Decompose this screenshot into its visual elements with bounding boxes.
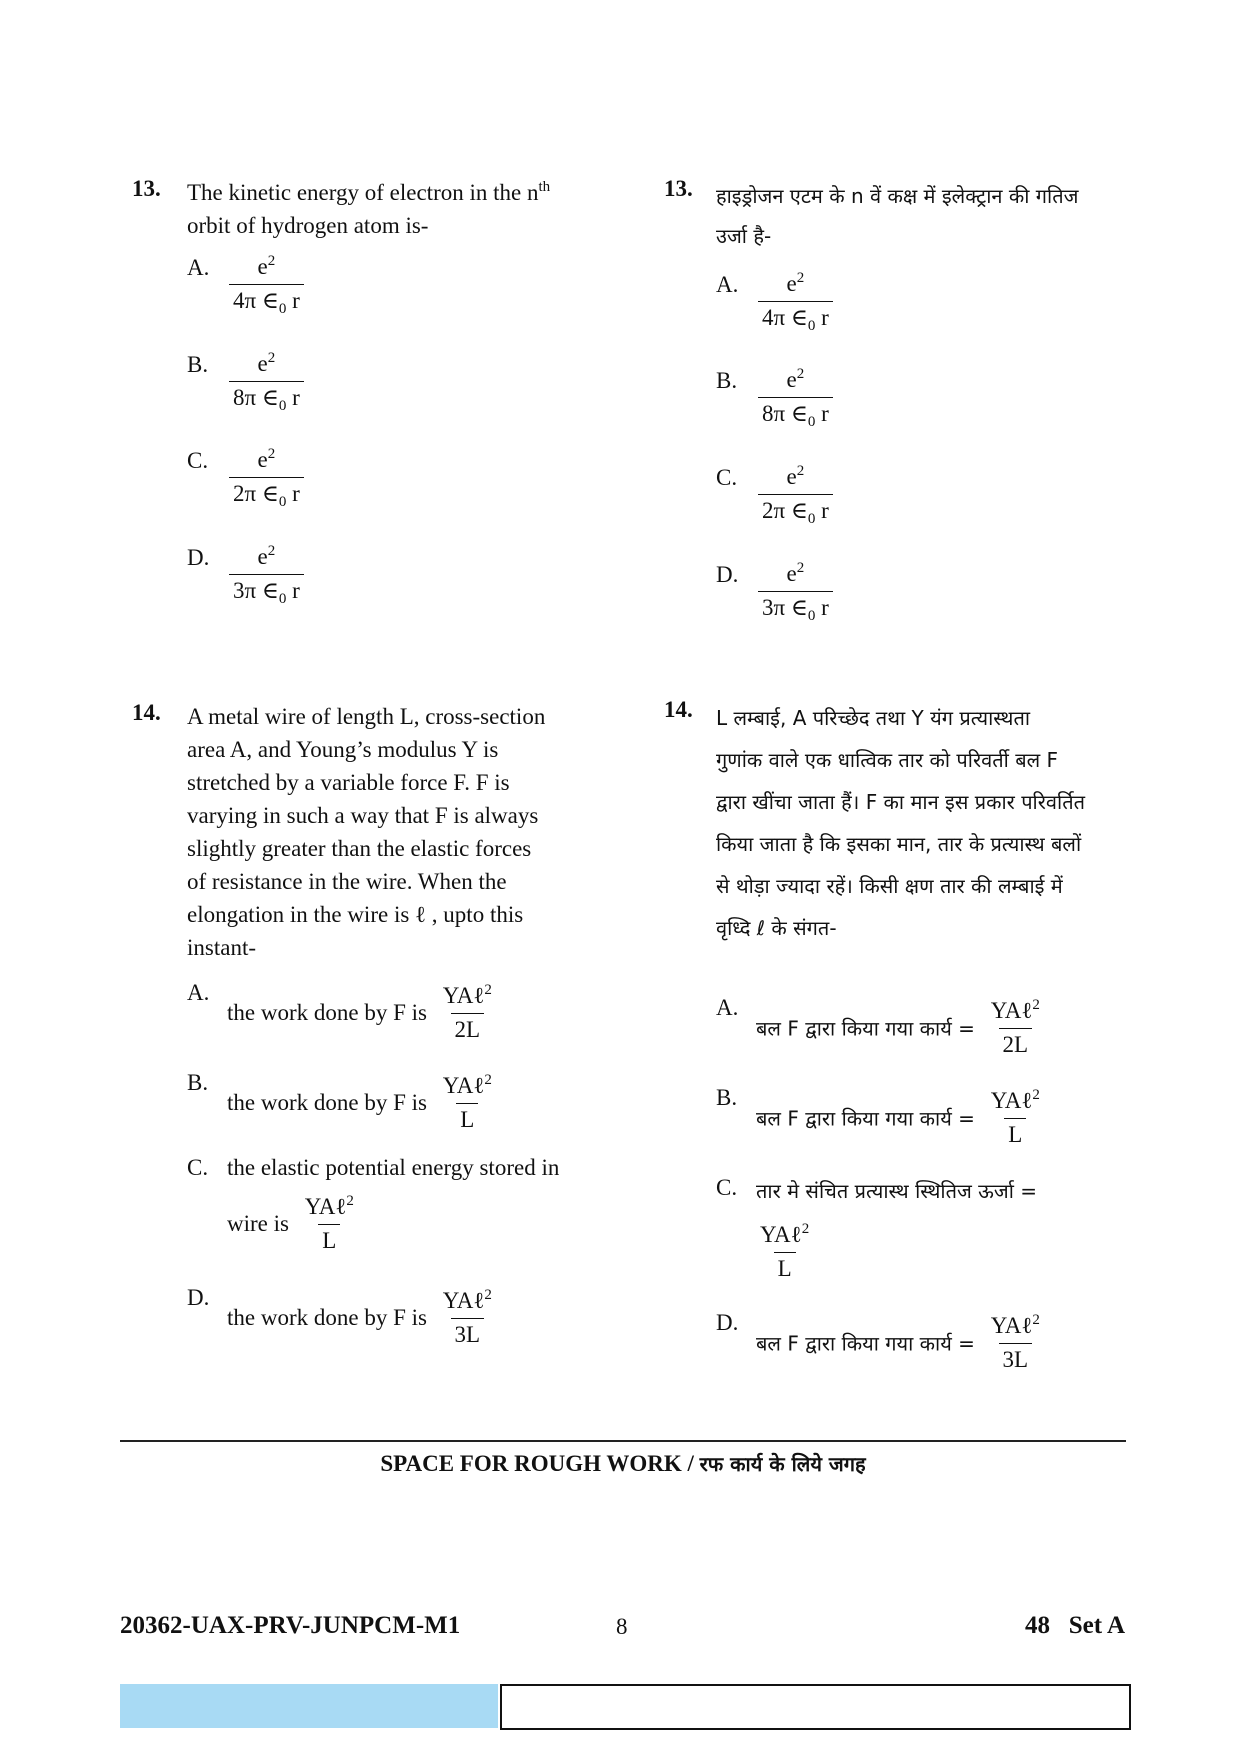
question-text: A metal wire of length L, cross-section area A, and Young’s modulus Y is stretched by a variable force F. F is varying in such a way that F is always slightly greater than the elastic forces of resistance in the wire. When the elongation in the wire is ℓ , upto this instant- (187, 704, 546, 960)
option-a[interactable]: A. the work done by F is $\frac{YA\ell^2}{2L}$ (187, 980, 607, 1050)
fraction: $\frac{e^2}{3\pi \in_0 r}$ (229, 545, 304, 603)
option-d[interactable]: D. the work done by F is $\frac{YA\ell^2}{3L}$ (187, 1285, 607, 1355)
set-label: 48 Set A (1025, 1612, 1125, 1639)
option-c[interactable]: C. the elastic potential energy stored in wire is $\frac{YA\ell^2}{L}$ (187, 1155, 560, 1254)
fraction: $\frac{YA\ell^2}{2L}$ (990, 997, 1040, 1058)
option-c[interactable]: C. $\frac{e^2}{2\pi \in_0 r}$ (716, 465, 833, 523)
paper-code: 20362-UAX-PRV-JUNPCM-M1 (120, 1612, 461, 1639)
rough-work-heading: SPACE FOR ROUGH WORK / रफ कार्य के लिये जगह (380, 1451, 866, 1476)
option-a[interactable]: A. $\frac{e^2}{4\pi \in_0 r}$ (187, 255, 304, 313)
question-number: 13. (132, 176, 161, 201)
fraction: $\frac{e^2}{3\pi \in_0 r}$ (758, 562, 833, 620)
footer-color-band (120, 1684, 498, 1728)
question-number: 14. (132, 700, 161, 725)
option-d[interactable]: D. $\frac{e^2}{3\pi \in_0 r}$ (716, 562, 833, 620)
option-a[interactable]: A. बल F द्वारा किया गया कार्य = $\frac{YA\ell^2}{2L}$ (716, 995, 1136, 1065)
question-number: 14. (664, 697, 693, 722)
fraction: $\frac{e^2}{4\pi \in_0 r}$ (758, 272, 833, 330)
fraction: $\frac{e^2}{2\pi \in_0 r}$ (758, 465, 833, 523)
fraction: $\frac{YA\ell^2}{3L}$ (442, 1287, 492, 1348)
fraction: $\frac{YA\ell^2}{3L}$ (990, 1312, 1040, 1373)
option-c[interactable]: C. तार मे संचित प्रत्यास्थ स्थितिज ऊर्जा = YAℓ$^2$ L (716, 1175, 1038, 1282)
rough-work-divider (120, 1440, 1126, 1442)
question-text: हाइड्रोजन एटम के n वें कक्ष में इलेक्ट्रान की गतिज उर्जा है- (716, 184, 1079, 248)
fraction: YAℓ$^2$ L (760, 1221, 810, 1282)
question-number: 13. (664, 176, 693, 201)
option-b[interactable]: B. the work done by F is $\frac{YA\ell^2}{L}$ (187, 1070, 607, 1140)
fraction: $\frac{e^2}{4\pi \in_0 r}$ (229, 255, 304, 313)
fraction: $\frac{YA\ell^2}{L}$ (990, 1087, 1040, 1148)
option-b[interactable]: B. $\frac{e^2}{8\pi \in_0 r}$ (716, 368, 833, 426)
option-c[interactable]: C. $\frac{e^2}{2\pi \in_0 r}$ (187, 448, 304, 506)
fraction: $\frac{YA\ell^2}{L}$ (304, 1193, 354, 1254)
fraction: $\frac{YA\ell^2}{L}$ (442, 1072, 492, 1133)
fraction: $\frac{e^2}{8\pi \in_0 r}$ (758, 368, 833, 426)
option-d[interactable]: D. $\frac{e^2}{3\pi \in_0 r}$ (187, 545, 304, 603)
footer-blank-box (500, 1684, 1131, 1730)
option-b[interactable]: B. बल F द्वारा किया गया कार्य = $\frac{YA\ell^2}{L}$ (716, 1085, 1136, 1155)
fraction: $\frac{e^2}{8\pi \in_0 r}$ (229, 352, 304, 410)
option-b[interactable]: B. $\frac{e^2}{8\pi \in_0 r}$ (187, 352, 304, 410)
option-d[interactable]: D. बल F द्वारा किया गया कार्य = $\frac{YA\ell^2}{3L}$ (716, 1310, 1136, 1380)
fraction: $\frac{YA\ell^2}{2L}$ (442, 982, 492, 1043)
option-a[interactable]: A. $\frac{e^2}{4\pi \in_0 r}$ (716, 272, 833, 330)
page-number: 8 (616, 1614, 628, 1639)
fraction: $\frac{e^2}{2\pi \in_0 r}$ (229, 448, 304, 506)
question-text: L लम्बाई, A परिच्छेद तथा Y यंग प्रत्यास्थता गुणांक वाले एक धात्विक तार को परिवर्ती बल F द्वारा खींचा जाता हैं। F का मान इस प्रकार परिवर्तित किया जाता है कि इसका मान, तार के प्रत्यास्थ बलों से थोड़ा ज्यादा रहें। किसी क्षण तार की लम्बाई में वृध्दि ℓ के संगत- (716, 706, 1086, 940)
question-text: The kinetic energy of electron in the $n^{th}$ orbit of hydrogen atom is- (187, 179, 551, 238)
